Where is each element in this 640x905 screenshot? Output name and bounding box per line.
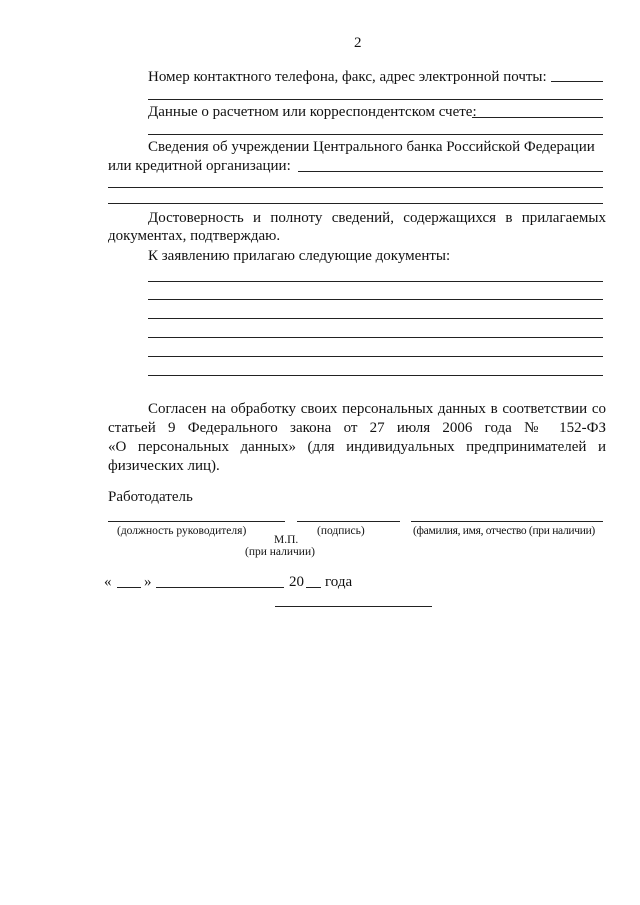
- date-signature-line[interactable]: [275, 606, 432, 607]
- attach-line-3[interactable]: [148, 318, 603, 319]
- date-year-suffix: года: [325, 574, 353, 590]
- attach-line-1[interactable]: [148, 281, 603, 282]
- name-field[interactable]: [411, 521, 603, 522]
- contact-label: Номер контактного телефона, факс, адрес электронной почты:: [148, 69, 547, 85]
- attach-line-6[interactable]: [148, 375, 603, 376]
- signature-field[interactable]: [297, 521, 400, 522]
- consent-line4: физических лиц).: [108, 458, 220, 474]
- date-year-field[interactable]: [306, 587, 321, 588]
- date-close-quote: »: [144, 574, 152, 590]
- signature-caption: (подпись): [317, 525, 365, 537]
- bank-label-line2: или кредитной организации:: [108, 158, 291, 174]
- date-year-prefix: 20: [289, 574, 304, 590]
- bank-field[interactable]: [298, 171, 603, 172]
- bank-field-line-3[interactable]: [108, 203, 603, 204]
- stamp-note: (при наличии): [245, 546, 315, 558]
- confirm-line1: Достоверность и полноту сведений, содержащихся в прилагаемых: [148, 210, 606, 226]
- contact-field-line[interactable]: [148, 99, 603, 100]
- account-label: Данные о расчетном или корреспондентском счете:: [148, 104, 477, 120]
- contact-field[interactable]: [551, 81, 603, 82]
- date-day-field[interactable]: [117, 587, 141, 588]
- stamp-label: М.П.: [274, 534, 299, 546]
- consent-line2: статьей 9 Федерального закона от 27 июля 2006 года № 152-ФЗ: [108, 420, 606, 436]
- account-field[interactable]: [472, 117, 603, 118]
- account-field-line[interactable]: [148, 134, 603, 135]
- position-field[interactable]: [108, 521, 285, 522]
- consent-line1: Согласен на обработку своих персональных данных в соответствии со: [148, 401, 606, 417]
- date-month-field[interactable]: [156, 587, 284, 588]
- name-caption: (фамилия, имя, отчество (при наличии): [413, 525, 595, 537]
- date-open-quote: «: [104, 574, 112, 590]
- attach-label: К заявлению прилагаю следующие документы:: [148, 248, 451, 264]
- attach-line-5[interactable]: [148, 356, 603, 357]
- employer-label: Работодатель: [108, 489, 193, 505]
- bank-field-line-2[interactable]: [108, 187, 603, 188]
- page-number: 2: [354, 35, 362, 51]
- consent-line3: «О персональных данных» (для индивидуальных предпринимателей и: [108, 439, 606, 455]
- attach-line-4[interactable]: [148, 337, 603, 338]
- bank-label-line1: Сведения об учреждении Центрального банка Российской Федерации: [148, 139, 595, 155]
- confirm-line2: документах, подтверждаю.: [108, 228, 281, 244]
- position-caption: (должность руководителя): [117, 525, 247, 537]
- attach-line-2[interactable]: [148, 299, 603, 300]
